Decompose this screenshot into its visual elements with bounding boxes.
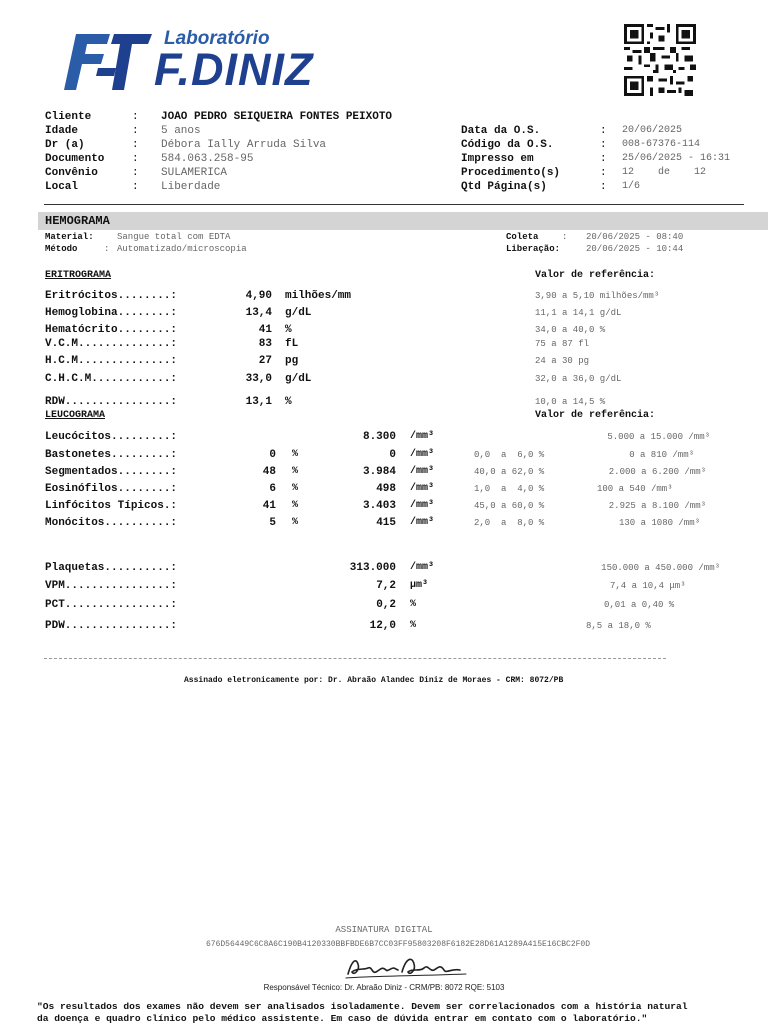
row-unit: % xyxy=(410,620,417,631)
row-name: Bastonetes.........: xyxy=(45,449,178,461)
row-name: Hemoglobina........: xyxy=(45,307,178,319)
footer-disclaimer-line1: "Os resultados dos exames não devem ser analisados isoladamente. Devem ser correlacionados com a história natural xyxy=(37,1001,688,1012)
row-pct-unit: % xyxy=(292,500,299,511)
material-value: Sangue total com EDTA xyxy=(117,232,231,242)
row-name: VPM................: xyxy=(45,580,178,592)
method-label: Método xyxy=(45,244,78,254)
label-idade: Idade xyxy=(45,125,79,137)
row-name: Linfócitos Típicos.: xyxy=(45,500,178,512)
sep: : xyxy=(132,167,139,179)
row-ref: 3,90 a 5,10 milhões/mm³ xyxy=(535,291,660,301)
row-value: 33,0 xyxy=(245,373,272,385)
sep: : xyxy=(600,139,607,151)
row-abs-unit: /mm³ xyxy=(410,449,435,460)
row-ref: 34,0 a 40,0 % xyxy=(535,325,606,335)
row-pct: 48 xyxy=(262,466,276,478)
signed-by-text: Assinado eletronicamente por: Dr. Abraão Alandec Diniz de Moraes - CRM: 8072/PB xyxy=(184,676,564,685)
row-ref-pct: 1,0 a 4,0 % xyxy=(474,484,545,494)
row-value: 12,0 xyxy=(369,620,396,632)
row-abs: 415 xyxy=(376,517,396,529)
coleta-value: 20/06/2025 - 08:40 xyxy=(586,232,684,242)
value-data-os: 20/06/2025 xyxy=(622,125,683,136)
row-ref: 0,01 a 0,40 % xyxy=(604,600,675,610)
row-abs-unit: /mm³ xyxy=(410,517,435,528)
row-value: 4,90 xyxy=(245,290,272,302)
row-pct-unit: % xyxy=(292,517,299,528)
row-name: Segmentados........: xyxy=(45,466,178,478)
row-abs-unit: /mm³ xyxy=(410,431,435,442)
value-impresso: 25/06/2025 - 16:31 xyxy=(622,153,731,164)
row-unit: g/dL xyxy=(285,373,312,385)
row-name: V.C.M..............: xyxy=(45,338,178,350)
row-pct: 6 xyxy=(269,483,276,495)
row-abs: 8.300 xyxy=(362,431,396,443)
value-idade: 5 anos xyxy=(161,125,201,137)
header-divider xyxy=(44,204,744,205)
exam-title-bar xyxy=(38,212,768,230)
row-value: 7,2 xyxy=(376,580,396,592)
value-documento: 584.063.258-95 xyxy=(161,153,254,165)
row-unit: μm³ xyxy=(410,580,429,591)
eritrograma-ref-header: Valor de referência: xyxy=(535,270,656,281)
row-unit: % xyxy=(285,396,292,408)
sep: : xyxy=(132,111,139,123)
value-codigo-os: 008-67376-114 xyxy=(622,139,701,150)
sep: : xyxy=(132,181,139,193)
label-cliente: Cliente xyxy=(45,111,92,123)
value-procedimentos: 12 de 12 xyxy=(622,167,707,178)
material-label: Material: xyxy=(45,232,94,242)
label-codigo-os: Código da O.S. xyxy=(461,139,554,151)
row-unit: % xyxy=(285,324,292,336)
sep: : xyxy=(600,167,607,179)
responsible-technician: Responsável Técnico: Dr. Abraão Diniz - CRM/PB: 8072 RQE: 5103 xyxy=(263,983,505,992)
leucograma-title: LEUCOGRAMA xyxy=(45,410,106,421)
row-ref: 11,1 a 14,1 g/dL xyxy=(535,308,622,318)
label-convenio: Convênio xyxy=(45,167,98,179)
row-ref-abs: 130 a 1080 /mm³ xyxy=(618,518,700,528)
row-ref-pct: 45,0 a 60,0 % xyxy=(474,501,545,511)
row-pct-unit: % xyxy=(292,483,299,494)
row-ref: 10,0 a 14,5 % xyxy=(535,397,606,407)
exam-title: HEMOGRAMA xyxy=(45,214,110,228)
row-value: 83 xyxy=(258,338,272,350)
lab-brand-name: F.DINIZ xyxy=(154,44,314,95)
row-abs: 498 xyxy=(376,483,396,495)
method-value: Automatizado/microscopia xyxy=(117,244,247,254)
leucograma-ref-header: Valor de referência: xyxy=(535,410,656,421)
row-unit: milhões/mm xyxy=(285,290,352,302)
row-value: 0,2 xyxy=(376,599,396,611)
liberacao-label: Liberação: xyxy=(506,244,561,254)
sep: : xyxy=(600,125,607,137)
row-value: 41 xyxy=(258,324,272,336)
row-unit: fL xyxy=(285,338,299,350)
row-abs-unit: /mm³ xyxy=(410,500,435,511)
row-pct-unit: % xyxy=(292,466,299,477)
row-ref-abs: 2.925 a 8.100 /mm³ xyxy=(608,501,706,511)
row-abs: 3.984 xyxy=(362,466,396,478)
row-unit: g/dL xyxy=(285,307,312,319)
row-name: Monócitos..........: xyxy=(45,517,178,529)
liberacao-value: 20/06/2025 - 10:44 xyxy=(586,244,684,254)
row-name: PCT................: xyxy=(45,599,178,611)
row-name: Eosinófilos........: xyxy=(45,483,178,495)
row-ref: 7,4 a 10,4 μm³ xyxy=(610,581,686,591)
row-value: 13,4 xyxy=(245,307,272,319)
row-name: PDW................: xyxy=(45,620,178,632)
row-abs: 3.403 xyxy=(362,500,396,512)
row-value: 27 xyxy=(258,355,272,367)
row-name: Plaquetas..........: xyxy=(45,562,178,574)
value-convenio: SULAMERICA xyxy=(161,167,228,179)
label-data-os: Data da O.S. xyxy=(461,125,541,137)
label-qtd-paginas: Qtd Página(s) xyxy=(461,181,547,193)
row-ref-pct: 2,0 a 8,0 % xyxy=(474,518,545,528)
row-name: H.C.M..............: xyxy=(45,355,178,367)
row-unit: /mm³ xyxy=(410,562,435,573)
row-name: RDW................: xyxy=(45,396,178,408)
row-ref-abs: 100 a 540 /mm³ xyxy=(597,484,673,494)
row-ref-abs: 0 a 810 /mm³ xyxy=(629,450,694,460)
sep: : xyxy=(132,139,139,151)
label-local: Local xyxy=(45,181,79,193)
label-doctor: Dr (a) xyxy=(45,139,85,151)
handwritten-signature-icon xyxy=(342,954,472,982)
row-value: 313.000 xyxy=(349,562,396,574)
sep: : xyxy=(600,181,607,193)
row-ref: 32,0 a 36,0 g/dL xyxy=(535,374,622,384)
eritrograma-title: ERITROGRAMA xyxy=(45,270,112,281)
footer-disclaimer-line2: da doença e quadro clínico pelo médico assistente. Em caso de dúvida entrar em contato com o laboratório." xyxy=(37,1013,648,1024)
value-doctor: Débora Ially Arruda Silva xyxy=(161,139,327,151)
row-ref-abs: 5.000 a 15.000 /mm³ xyxy=(607,432,710,442)
row-pct: 0 xyxy=(269,449,276,461)
lab-brand-word: Laboratório xyxy=(164,28,270,49)
row-abs-unit: /mm³ xyxy=(410,483,435,494)
row-name: Leucócitos.........: xyxy=(45,431,178,443)
row-pct: 41 xyxy=(262,500,276,512)
sep: : xyxy=(600,153,607,165)
row-value: 13,1 xyxy=(245,396,272,408)
row-ref-pct: 0,0 a 6,0 % xyxy=(474,450,545,460)
label-procedimentos: Procedimento(s) xyxy=(461,167,561,179)
row-pct-unit: % xyxy=(292,449,299,460)
row-ref-abs: 2.000 a 6.200 /mm³ xyxy=(608,467,706,477)
label-impresso: Impresso em xyxy=(461,153,534,165)
lab-logo-icon xyxy=(64,32,154,92)
sep: : xyxy=(132,125,139,137)
row-ref: 8,5 a 18,0 % xyxy=(586,621,651,631)
label-documento: Documento xyxy=(45,153,105,165)
row-ref-pct: 40,0 a 62,0 % xyxy=(474,467,545,477)
coleta-sep: : xyxy=(562,232,568,242)
row-ref: 24 a 30 pg xyxy=(535,356,590,366)
row-unit: % xyxy=(410,599,417,610)
row-abs-unit: /mm³ xyxy=(410,466,435,477)
row-name: C.H.C.M............: xyxy=(45,373,178,385)
row-ref: 75 a 87 fl xyxy=(535,339,590,349)
value-local: Liberdade xyxy=(161,181,221,193)
qr-code-icon xyxy=(624,24,696,96)
row-ref: 150.000 a 450.000 /mm³ xyxy=(601,563,720,573)
digital-signature-title: ASSINATURA DIGITAL xyxy=(335,925,433,935)
value-cliente: JOAO PEDRO SEIQUEIRA FONTES PEIXOTO xyxy=(161,111,393,123)
value-qtd-paginas: 1/6 xyxy=(622,181,641,192)
row-name: Hematócrito........: xyxy=(45,324,178,336)
results-divider xyxy=(44,658,666,659)
coleta-label: Coleta xyxy=(506,232,539,242)
sep: : xyxy=(132,153,139,165)
row-pct: 5 xyxy=(269,517,276,529)
row-unit: pg xyxy=(285,355,299,367)
digital-signature-hash: 676D56449C6C8A6C190B4120330BBFBDE6B7CC03FF95803208F6182E28D61A1289A415E16CBC2F0D xyxy=(205,940,591,949)
row-name: Eritrócitos........: xyxy=(45,290,178,302)
row-abs: 0 xyxy=(389,449,396,461)
method-sep: : xyxy=(104,244,110,254)
